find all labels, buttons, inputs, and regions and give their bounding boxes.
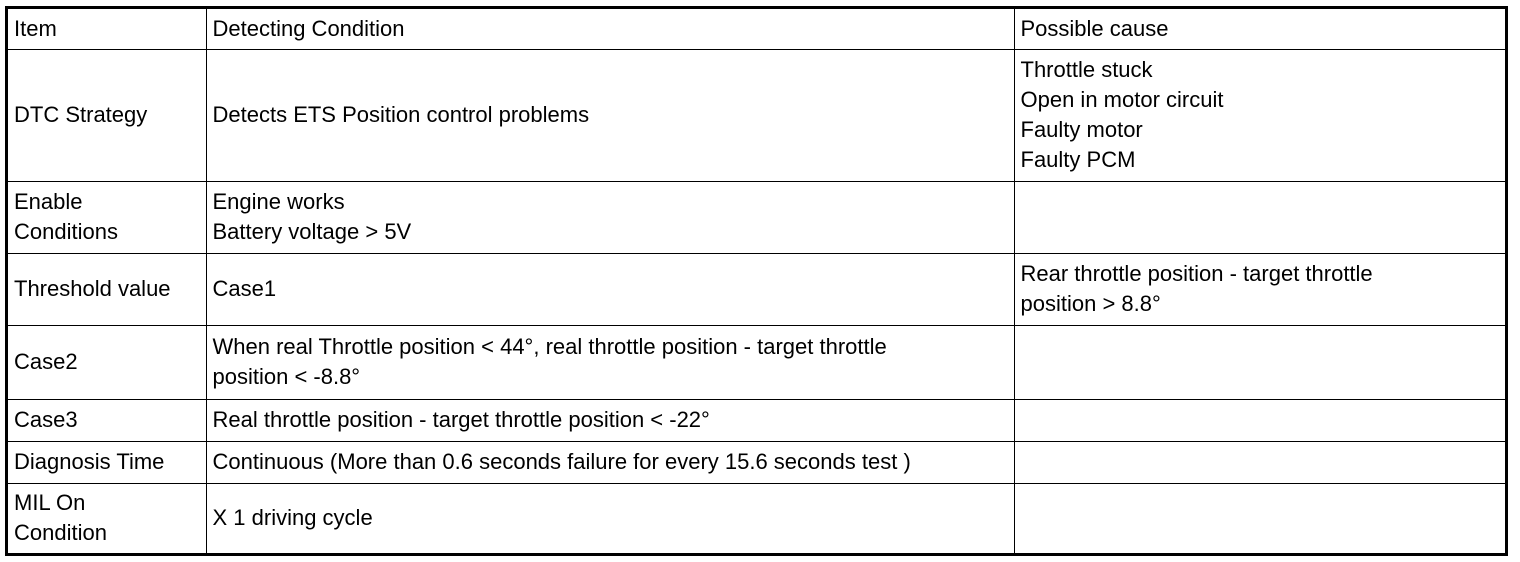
header-item: Item: [8, 9, 206, 49]
cause-cell: [1014, 399, 1505, 441]
item-text: Enable: [14, 189, 83, 214]
item-text: Condition: [14, 520, 107, 546]
cause-cell: [1014, 49, 1505, 181]
cause-cell: [1014, 483, 1505, 553]
condition-cell: [206, 253, 1014, 325]
condition-cell: [206, 325, 1014, 399]
cause-cell: [1014, 441, 1505, 483]
condition-cell: [206, 399, 1014, 441]
condition-text: Real throttle position - target throttle position < -22°: [212, 407, 710, 432]
item-text: Conditions: [14, 219, 118, 244]
cause-text: position > 8.8°: [1020, 291, 1161, 316]
condition-text: Detects ETS Position control problems: [212, 102, 590, 127]
dtc-table-frame: [5, 6, 1508, 556]
condition-text: Engine works: [212, 189, 345, 214]
condition-text: When real Throttle position < 44°, real throttle position - target throttle: [212, 334, 887, 359]
cause-cell: [1014, 181, 1505, 253]
item-cell: [8, 399, 206, 441]
condition-cell: [206, 49, 1014, 181]
item-cell: [8, 49, 206, 181]
cause-text: Open in motor circuit: [1020, 87, 1224, 112]
condition-text: Continuous (More than 0.6 seconds failure for every 15.6 seconds test ): [212, 449, 911, 474]
item-text: Case2: [14, 349, 78, 374]
item-text: DTC Strategy: [14, 102, 148, 127]
condition-text: X 1 driving cycle: [212, 505, 373, 531]
cause-text: Throttle stuck: [1020, 57, 1153, 82]
table-row-enable-conditions: [8, 181, 1505, 253]
item-cell: [8, 181, 206, 253]
cause-text: Faulty motor: [1020, 117, 1143, 142]
table-header-row: [8, 9, 1505, 49]
table-row-dtc-strategy: [8, 49, 1505, 181]
item-cell: [8, 325, 206, 399]
condition-cell: [206, 441, 1014, 483]
table-row-case3: [8, 399, 1505, 441]
condition-cell: [206, 181, 1014, 253]
item-text: MIL On: [14, 490, 86, 516]
condition-text: Battery voltage > 5V: [212, 219, 412, 244]
item-cell: [8, 483, 206, 553]
table-row-threshold-value: [8, 253, 1505, 325]
item-cell: [8, 253, 206, 325]
item-text: Diagnosis Time: [14, 449, 165, 474]
header-possible-cause: Possible cause: [1014, 9, 1505, 49]
header-detecting-condition: Detecting Condition: [206, 9, 1014, 49]
cause-cell: [1014, 253, 1505, 325]
item-text: Case3: [14, 407, 78, 432]
condition-text: position < -8.8°: [212, 364, 361, 389]
table-row-case2: [8, 325, 1505, 399]
dtc-table: [8, 9, 1505, 553]
cause-text: Rear throttle position - target throttle: [1020, 261, 1373, 286]
cause-cell: [1014, 325, 1505, 399]
item-cell: [8, 441, 206, 483]
table-row-mil-on-condition: [8, 483, 1505, 553]
condition-cell: [206, 483, 1014, 553]
cause-text: Faulty PCM: [1020, 147, 1136, 172]
item-text: Threshold value: [14, 276, 171, 301]
condition-text: Case1: [212, 276, 277, 301]
table-row-diagnosis-time: [8, 441, 1505, 483]
